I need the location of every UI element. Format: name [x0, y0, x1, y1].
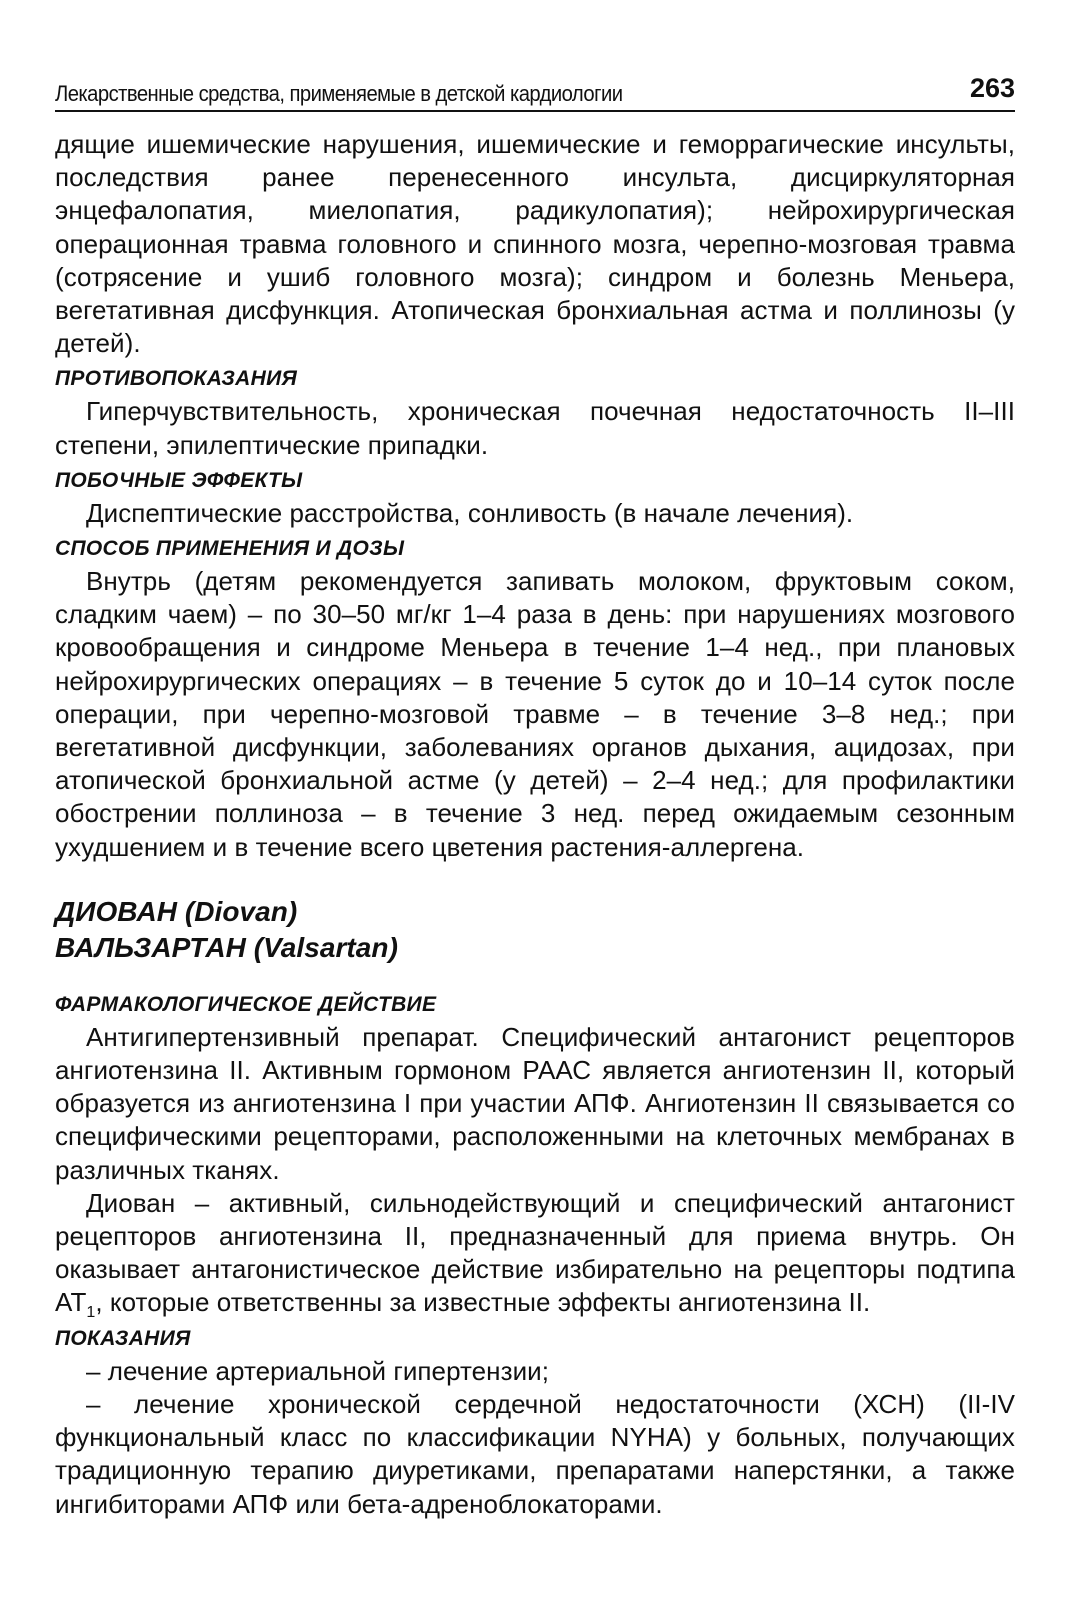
pharmacology-paragraph-1: Антигипертензивный препарат. Специфический антагонист рецепторов ангиотензина II. Активным гормоном РААС является ангиотензин II, который образуется из ангиотензина I при участии АПФ. Ангиотензин II связывается со специфическими рецепторами, расположенными на клеточных мембранах в различных тканях.	[55, 1021, 1015, 1185]
page-body	[55, 128, 1015, 1521]
page-number: 263	[969, 73, 1015, 103]
contraindications-heading: ПРОТИВОПОКАЗАНИЯ	[55, 367, 298, 391]
pharmacology-paragraph-2	[55, 1187, 1015, 1320]
side-effects-text: Диспептические расстройства, сонливость (в начале лечения).	[86, 497, 854, 528]
indication-item: – лечение артериальной гипертензии;	[86, 1355, 549, 1386]
dosage-heading: СПОСОБ ПРИМЕНЕНИЯ И ДОЗЫ	[55, 537, 405, 561]
book-page	[55, 62, 1015, 1521]
drug-title-block	[55, 894, 1015, 966]
continuation-paragraph: дящие ишемические нарушения, ишемические и геморрагические инсульты, последствия ранее перенесенного инсульта, дисциркуляторная энцефалопатия, миелопатия, радикулопатия); нейрохирургическая операционная травма головного и спинного мозга, черепно-мозговая травма (сотрясение и ушиб головного мозга); синдром и болезнь Меньера, вегетативная дисфункция. Атопическая бронхиальная астма и поллинозы (у детей).	[55, 129, 1015, 359]
page-header	[55, 62, 1015, 112]
pharmacology-heading: ФАРМАКОЛОГИЧЕСКОЕ ДЕЙСТВИЕ	[55, 992, 437, 1016]
running-title: Лекарственные средства, применяемые в детской кардиологии	[55, 81, 623, 106]
pharmacology-p2-text: Диован – активный, сильнодействующий и специфический антагонист рецепторов ангиотензина II, предназначенный для приема внутрь. Он оказывает антагонистическое действие избирательно на рецепторы подтипа AT	[55, 1187, 1015, 1318]
dosage-text: Внутрь (детям рекомендуется запивать молоком, фруктовым соком, сладким чаем) – по 30–50 мг/кг 1–4 раза в день: при нарушениях мозгового кровообращения и синдроме Меньера в течение 1–4 нед., при плановых нейрохирургических операциях – в течение 5 суток до и 10–14 суток после операции, при черепно-мозговой травме – в течение 3–8 нед.; при вегетативной дисфункции, заболеваниях органов дыхания, ацидозах, при атопической бронхиальной астме (у детей) – 2–4 нед.; для профилактики обострении поллиноза – в течение 3 нед. перед ожидаемым сезонным ухудшением и в течение всего цветения растения-аллергена.	[55, 566, 1015, 862]
drug-generic-name: ВАЛЬЗАРТАН (Valsartan)	[55, 931, 398, 963]
contraindications-text: Гиперчувствительность, хроническая почечная недостаточность II–III степени, эпилептические припадки.	[55, 396, 1015, 460]
drug-trade-name: ДИОВАН (Diovan)	[55, 895, 298, 927]
receptor-subscript: 1	[86, 1304, 96, 1322]
side-effects-heading: ПОБОЧНЫЕ ЭФФЕКТЫ	[55, 468, 303, 492]
indications-heading: ПОКАЗАНИЯ	[55, 1326, 191, 1350]
pharmacology-p2-tail: , которые ответственны за известные эффекты ангиотензина II.	[95, 1287, 871, 1318]
indication-item: – лечение хронической сердечной недостаточности (ХСН) (II-IV функциональный класс по классификации NYHA) у больных, получающих традиционную терапию диуретиками, препаратами наперстянки, а также ингибиторами АПФ или бета-адреноблокаторами.	[55, 1388, 1015, 1519]
